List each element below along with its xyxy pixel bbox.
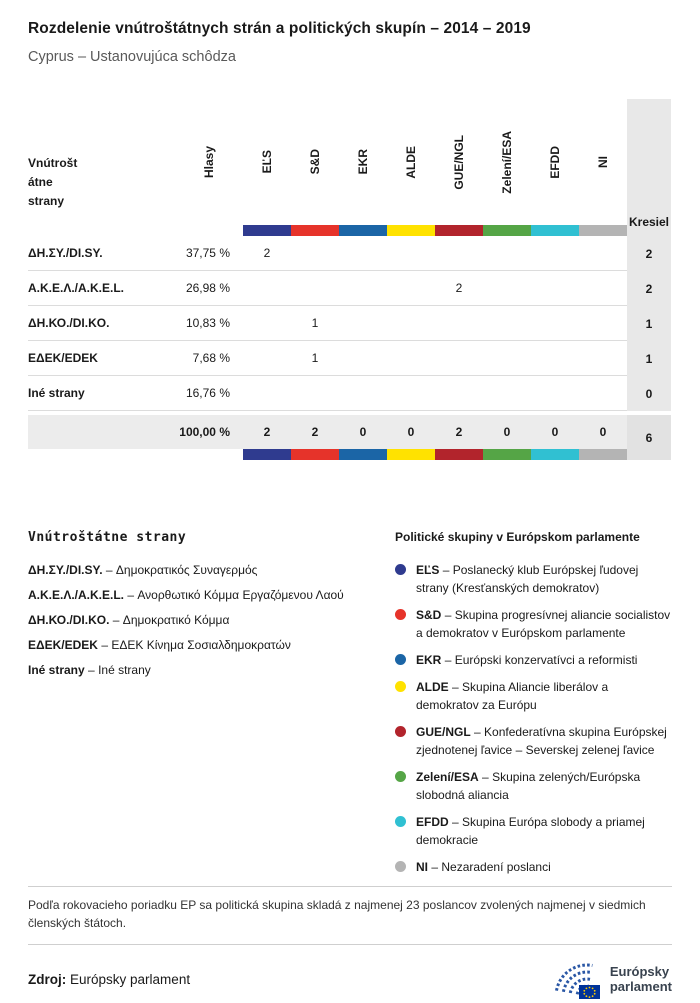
legend-group-item <box>395 723 672 759</box>
party-code: ΕΔΕΚ/EDEK <box>28 638 98 652</box>
group-color-bar-alde <box>387 225 435 236</box>
seat-cell <box>387 306 435 340</box>
seat-cell <box>435 376 483 410</box>
legend-party-item <box>28 612 368 628</box>
separator: – <box>112 613 120 627</box>
legend-group-item <box>395 768 672 804</box>
separator: – <box>101 638 109 652</box>
seat-cell <box>339 341 387 375</box>
votes-value: 16,76 % <box>185 386 230 400</box>
legend-group-item <box>395 561 672 597</box>
kresiel-value: 1 <box>627 341 671 376</box>
table-row <box>28 341 671 376</box>
footnote: Podľa rokovacieho poriadku EP sa politická skupina skladá z najmenej 23 poslancov zvolených najmenej v siedmich členských štátoch. <box>28 898 646 930</box>
kresiel-value: 0 <box>627 376 671 411</box>
row-header-line: Vnútrošt <box>28 156 78 170</box>
row-header-line: strany <box>28 194 65 208</box>
legend-group-item <box>395 858 672 876</box>
seat-cell <box>387 271 435 305</box>
group-color-bar-ni <box>579 449 627 460</box>
group-color-bar-row-bottom <box>28 449 627 460</box>
legend-political-groups <box>395 530 672 885</box>
group-code: EĽS <box>416 563 440 577</box>
group-color-bar-guengl <box>435 225 483 236</box>
votes-value: 26,98 % <box>185 281 230 295</box>
seat-cell <box>579 376 627 410</box>
page-footer <box>28 886 672 1002</box>
seat-cell: 1 <box>311 351 319 365</box>
total-seat-cell: 2 <box>263 425 271 439</box>
total-votes: 100,00 % <box>179 425 230 439</box>
party-name: ΔΗ.ΚΟ./DI.KO. <box>28 316 110 330</box>
votes-value: 7,68 % <box>192 351 230 365</box>
bar-spacer <box>28 225 175 236</box>
table-header <box>28 99 671 236</box>
party-desc: Iné strany <box>98 663 151 677</box>
column-header-hlasy: Hlasy <box>202 145 216 179</box>
source-text: Európsky parlament <box>70 971 191 987</box>
separator: – <box>105 563 113 577</box>
legend-groups-heading: Politické skupiny v Európskom parlamente <box>395 530 640 544</box>
legend-parties-heading: Vnútroštátne strany <box>28 530 187 545</box>
group-code: NI <box>416 860 428 874</box>
seat-cell <box>579 236 627 270</box>
party-name: ΕΔΕΚ/EDEK <box>28 351 98 365</box>
seat-cell <box>531 236 579 270</box>
seat-cell <box>387 236 435 270</box>
group-color-bar-els <box>243 225 291 236</box>
seat-cell <box>435 236 483 270</box>
group-color-dot <box>395 564 406 575</box>
group-color-bar-ekr <box>339 449 387 460</box>
seat-cell <box>531 271 579 305</box>
seat-cell <box>435 341 483 375</box>
separator: – <box>431 860 439 874</box>
group-color-dot <box>395 609 406 620</box>
group-color-dot <box>395 816 406 827</box>
group-desc: Skupina progresívnej aliancie socialistov a demokratov v Európskom parlamente <box>416 608 671 640</box>
group-desc: Európski konzervatívci a reformisti <box>454 653 638 667</box>
group-color-bar-ekr <box>339 225 387 236</box>
seat-cell <box>531 376 579 410</box>
legend-group-item <box>395 813 672 849</box>
seat-cell <box>387 341 435 375</box>
group-color-dot <box>395 726 406 737</box>
party-desc: Ανορθωτικό Κόμμα Εργαζόμενου Λαού <box>137 588 344 602</box>
group-color-dot <box>395 771 406 782</box>
group-code: S&D <box>416 608 442 622</box>
kresiel-value: 2 <box>627 271 671 306</box>
group-color-bar-efdd <box>531 225 579 236</box>
group-color-bar-zeleni-esa <box>483 225 531 236</box>
party-name: ΔΗ.ΣΥ./DI.SY. <box>28 246 103 260</box>
total-seat-cell: 0 <box>407 425 415 439</box>
group-color-bar-efdd <box>531 449 579 460</box>
bar-spacer <box>28 449 243 460</box>
group-color-bar-guengl <box>435 449 483 460</box>
legend-party-item <box>28 587 368 603</box>
party-name: Α.Κ.Ε.Λ./A.K.E.L. <box>28 281 125 295</box>
seat-cell <box>483 271 531 305</box>
legend-group-item <box>395 651 672 669</box>
total-row <box>28 415 671 460</box>
seat-cell <box>579 341 627 375</box>
group-color-bar-ni <box>579 225 627 236</box>
legends <box>28 530 672 885</box>
seat-cell <box>339 306 387 340</box>
row-header-line: átne <box>28 175 53 189</box>
seat-cell <box>483 376 531 410</box>
column-header-zeleni-esa: Zelení/ESA <box>500 130 514 194</box>
page-subtitle: Cyprus – Ustanovujúca schôdza <box>28 49 236 65</box>
total-seat-cell: 0 <box>503 425 511 439</box>
source-line <box>28 972 190 987</box>
separator: – <box>474 725 481 739</box>
total-seat-cell: 2 <box>311 425 319 439</box>
group-desc: Skupina Aliancie liberálov a demokratov za Európu <box>416 680 609 712</box>
separator: – <box>452 815 459 829</box>
party-desc: ΕΔΕΚ Κίνημα Σοσιαλδημοκρατών <box>111 638 291 652</box>
kresiel-value: 2 <box>627 236 671 271</box>
party-name: Iné strany <box>28 386 85 400</box>
party-desc: Δημοκρατικός Συναγερμός <box>115 563 258 577</box>
seat-cell <box>531 306 579 340</box>
seat-cell <box>339 271 387 305</box>
separator: – <box>444 608 452 622</box>
seat-cell <box>339 236 387 270</box>
group-desc: Nezaradení poslanci <box>441 860 551 874</box>
seat-cell <box>531 341 579 375</box>
seat-cell <box>387 376 435 410</box>
separator: – <box>442 563 450 577</box>
total-seat-cell: 0 <box>551 425 559 439</box>
separator: – <box>482 770 489 784</box>
legend-party-item <box>28 562 368 578</box>
group-color-bar-els <box>243 449 291 460</box>
group-code: Zelení/ESA <box>416 770 479 784</box>
seat-cell <box>291 376 339 410</box>
party-code: ΔΗ.ΣΥ./DI.SY. <box>28 563 103 577</box>
seat-cell <box>243 306 291 340</box>
legend-party-item <box>28 662 368 678</box>
seat-cell <box>291 236 339 270</box>
seat-cell <box>243 271 291 305</box>
party-code: Α.Κ.Ε.Λ./A.K.E.L. <box>28 588 125 602</box>
legend-party-item <box>28 637 368 653</box>
table-row <box>28 236 671 271</box>
seat-cell <box>243 376 291 410</box>
ep-logo-wordmark: Európsky parlament <box>609 964 672 994</box>
column-header-ekr: EKR <box>356 149 370 175</box>
separator: – <box>88 663 95 677</box>
column-header-els: EĽS <box>260 150 274 174</box>
group-desc: Skupina zelených/Európska slobodná aliancia <box>416 770 641 802</box>
legend-group-item <box>395 678 672 714</box>
seat-cell <box>291 271 339 305</box>
column-header-alde: ALDE <box>404 145 418 179</box>
bar-spacer <box>175 225 243 236</box>
ep-hemicycle-icon <box>543 956 601 1002</box>
seat-cell <box>339 376 387 410</box>
legend-group-item <box>395 606 672 642</box>
group-code: EFDD <box>416 815 449 829</box>
party-desc: Δημοκρατικό Κόμμα <box>122 613 230 627</box>
source-label: Zdroj: <box>28 971 67 987</box>
separator: – <box>444 653 452 667</box>
eu-flag-icon <box>579 985 600 999</box>
total-kresiel: 6 <box>627 415 671 460</box>
seat-cell <box>579 271 627 305</box>
group-color-bar-zeleni-esa <box>483 449 531 460</box>
group-code: ALDE <box>416 680 449 694</box>
column-header-ni: NI <box>596 156 610 168</box>
group-color-bar-row <box>28 225 627 236</box>
group-color-dot <box>395 681 406 692</box>
group-code: EKR <box>416 653 442 667</box>
column-header-kresiel: Kresiel <box>627 99 671 236</box>
seat-cell: 2 <box>455 281 463 295</box>
seat-cell <box>483 236 531 270</box>
separator: – <box>452 680 459 694</box>
seat-cell <box>579 306 627 340</box>
total-seat-cell: 0 <box>359 425 367 439</box>
group-color-bar-sd <box>291 449 339 460</box>
column-header-guengl: GUE/NGL <box>452 134 466 190</box>
votes-value: 37,75 % <box>185 246 230 260</box>
total-seat-cell: 2 <box>455 425 463 439</box>
seat-cell: 2 <box>263 246 271 260</box>
group-code: GUE/NGL <box>416 725 471 739</box>
group-color-bar-sd <box>291 225 339 236</box>
page-title: Rozdelenie vnútroštátnych strán a politických skupín – 2014 – 2019 <box>28 20 531 37</box>
total-label-cell <box>28 415 175 449</box>
votes-value: 10,83 % <box>185 316 230 330</box>
seats-table <box>28 99 671 460</box>
group-color-bar-alde <box>387 449 435 460</box>
seat-cell <box>483 306 531 340</box>
legend-national-parties <box>28 530 368 687</box>
seat-cell <box>483 341 531 375</box>
table-row <box>28 376 671 411</box>
kresiel-value: 1 <box>627 306 671 341</box>
row-header-parties <box>28 99 175 225</box>
column-header-efdd: EFDD <box>548 145 562 179</box>
seat-cell <box>435 306 483 340</box>
group-desc: Konfederatívna skupina Európskej zjednotenej ľavice – Severskej zelenej ľavice <box>416 725 667 757</box>
table-row <box>28 306 671 341</box>
group-desc: Poslanecký klub Európskej ľudovej strany (Kresťanských demokratov) <box>416 563 639 595</box>
seat-cell: 1 <box>311 316 319 330</box>
separator: – <box>127 588 135 602</box>
party-code: Iné strany <box>28 663 85 677</box>
group-color-dot <box>395 861 406 872</box>
table-row <box>28 271 671 306</box>
seat-cell <box>243 341 291 375</box>
party-code: ΔΗ.ΚΟ./DI.KO. <box>28 613 110 627</box>
column-header-sd: S&D <box>308 149 322 175</box>
ep-logo <box>543 956 672 1002</box>
total-seat-cell: 0 <box>599 425 607 439</box>
group-color-dot <box>395 654 406 665</box>
group-desc: Skupina Európa slobody a priamej demokracie <box>416 815 645 847</box>
